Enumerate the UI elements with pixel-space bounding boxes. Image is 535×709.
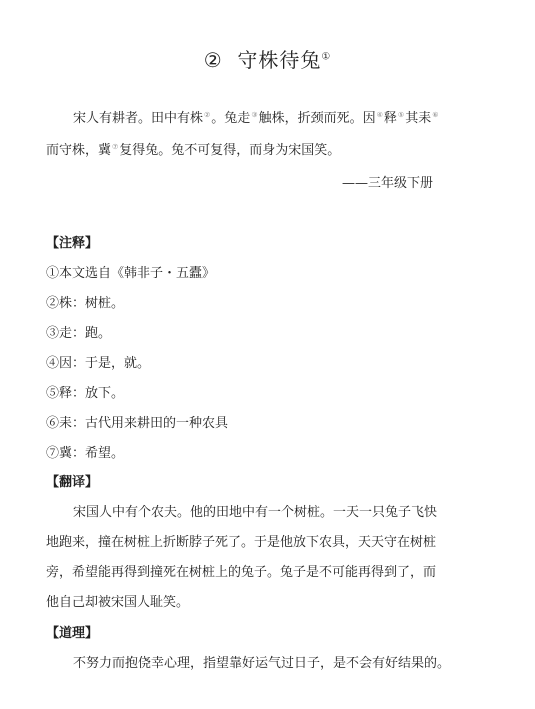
- original-text-line-1: 宋人有耕者。田中有株②。兔走③触株，折颈而死。因④释⑤其耒⑥: [73, 110, 439, 126]
- note-item: ④因：于是，就。: [46, 356, 151, 371]
- translation-heading: 【翻译】: [46, 475, 99, 490]
- footnote-mark: ⑤: [397, 110, 405, 119]
- title-footnote-mark: ①: [321, 51, 332, 63]
- note-item: ②株：树桩。: [46, 296, 125, 311]
- footnote-mark: ⑥: [432, 110, 439, 119]
- note-item: ③走：跑。: [46, 326, 112, 341]
- page-title: [0, 44, 535, 73]
- note-item: ⑦冀：希望。: [46, 446, 125, 461]
- translation-line: 宋国人中有个农夫。他的田地中有一个树桩。一天一只兔子飞快: [73, 505, 438, 520]
- footnote-mark: ④: [376, 110, 383, 119]
- original-text-line-2: 而守株，冀⑦复得兔。兔不可复得，而身为宋国笑。: [46, 142, 341, 158]
- footnote-mark: ②: [204, 110, 211, 119]
- footnote-mark: ③: [251, 110, 258, 119]
- note-item: ⑥耒：古代用来耕田的一种农具: [46, 416, 229, 431]
- title-text: 守株待兔: [237, 48, 322, 72]
- translation-line: 旁，希望能再得到撞死在树桩上的兔子。兔子是不可能再得到了，而: [46, 565, 437, 580]
- translation-line: 地跑来，撞在树桩上折断脖子死了。于是他放下农具，天天守在树桩: [46, 535, 437, 550]
- note-item: ①本文选自《韩非子・五蠹》: [46, 266, 216, 281]
- moral-heading: 【道理】: [46, 626, 99, 641]
- translation-line: 他自己却被宋国人耻笑。: [46, 595, 190, 610]
- notes-heading: 【注释】: [46, 236, 99, 251]
- moral-text: 不努力而抱侥幸心理，指望靠好运气过日子，是不会有好结果的。: [73, 656, 451, 671]
- source-label: ——三年级下册: [342, 176, 434, 191]
- title-number: ②: [203, 48, 223, 72]
- footnote-mark: ⑦: [112, 142, 119, 151]
- note-item: ⑤释：放下。: [46, 386, 125, 401]
